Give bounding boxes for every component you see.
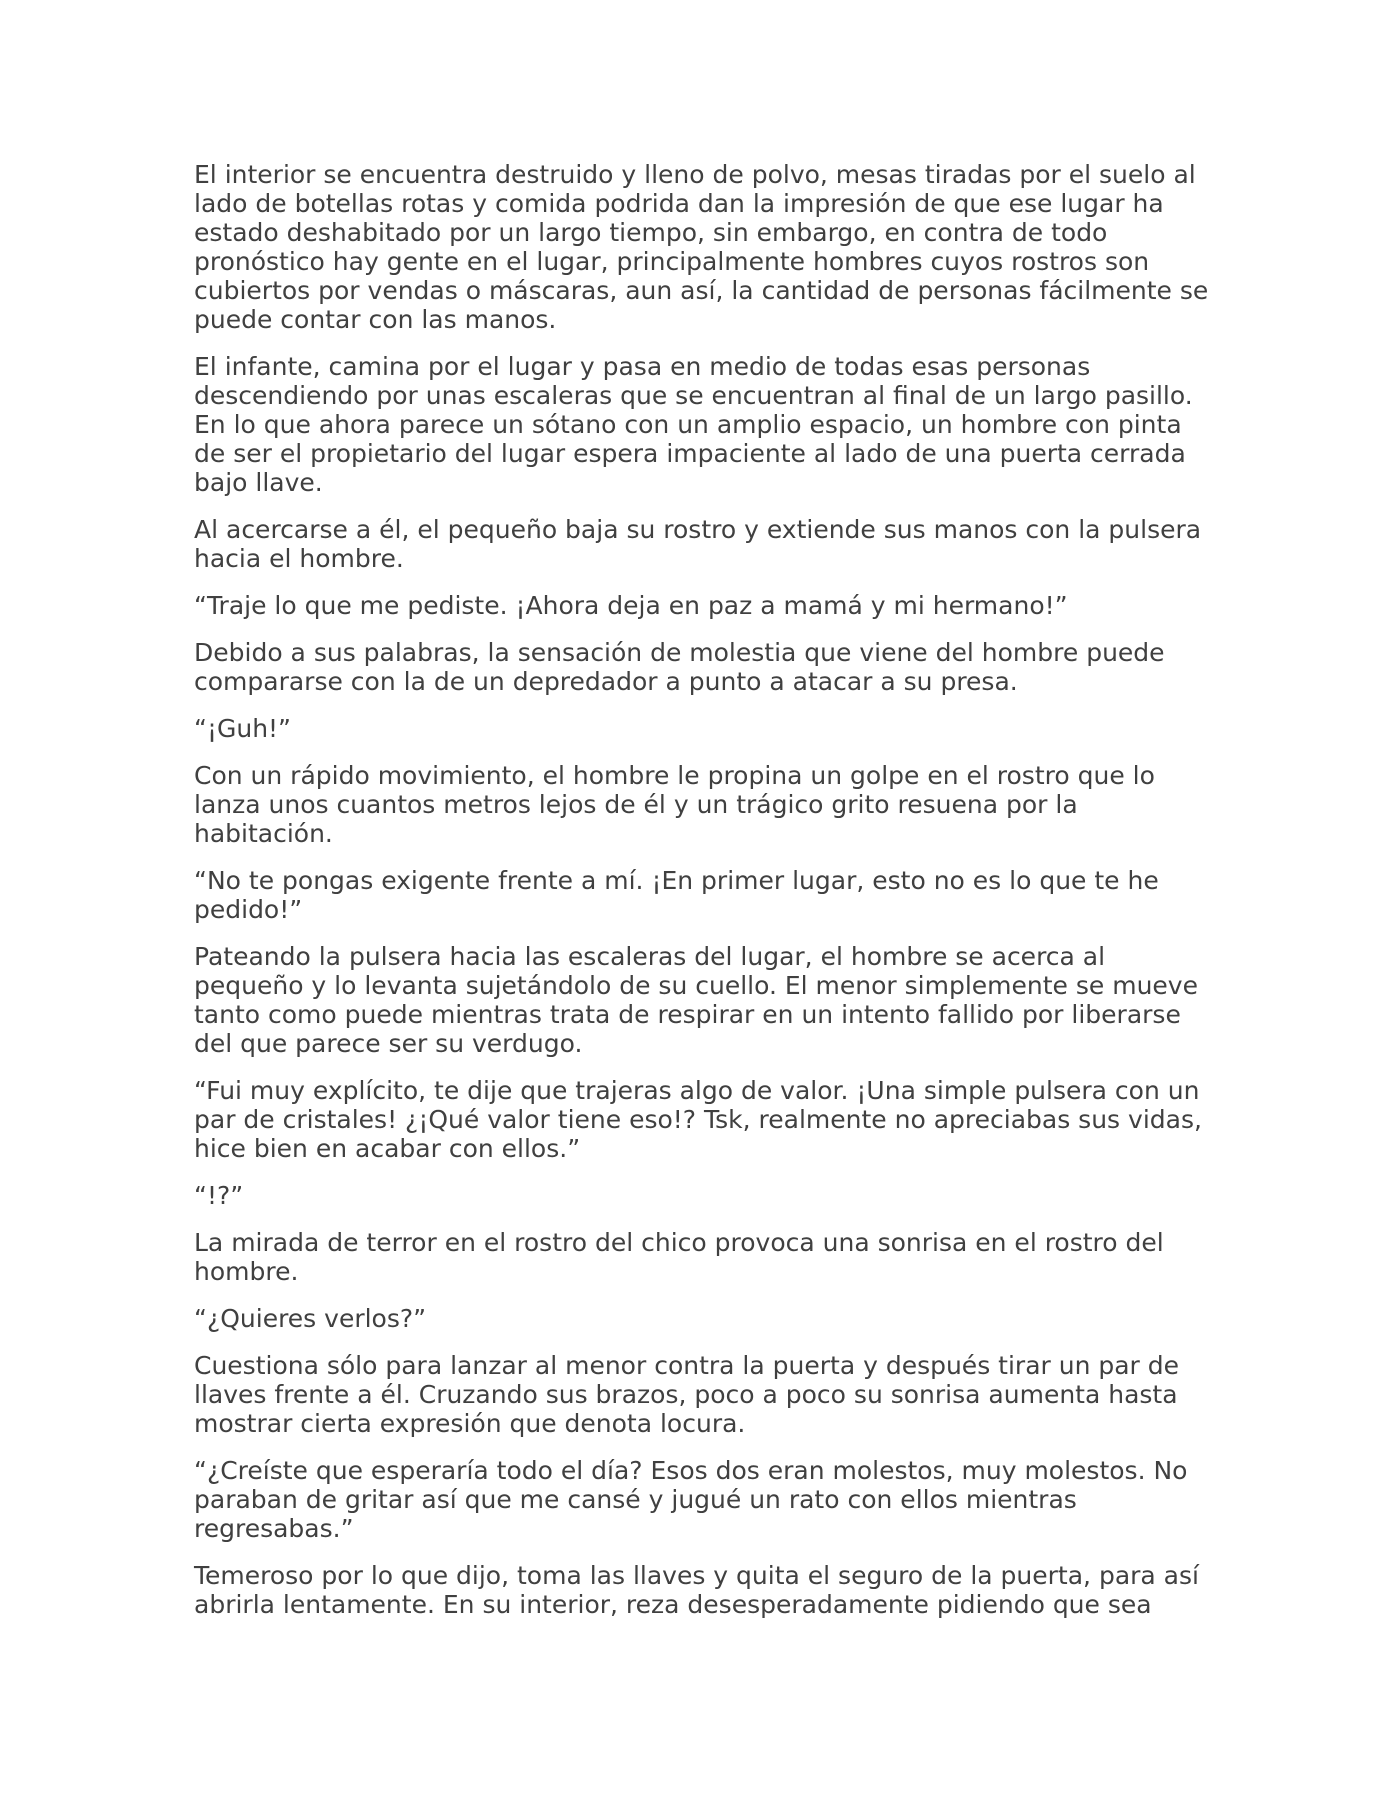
paragraph: El infante, camina por el lugar y pasa en medio de todas esas personas descendiendo por unas escaleras que se encuentran al final de un largo pasillo. En lo que ahora parece un sótano con un amplio espacio, un hombre con pinta de ser el propietario del lugar espera impaciente al lado de una puerta cerrada bajo llave.	[194, 352, 1193, 497]
dialogue-line: “¿Quieres verlos?”	[194, 1304, 427, 1333]
paragraph: Temeroso por lo que dijo, toma las llaves y quita el seguro de la puerta, para así abrirla lentamente. En su interior, reza desesperadamente pidiendo que sea	[194, 1561, 1199, 1619]
dialogue-line: “¿Creíste que esperaría todo el día? Esos dos eran molestos, muy molestos. No paraban de gritar así que me cansé y jugué un rato con ellos mientras regresabas.”	[194, 1456, 1188, 1543]
paragraph: Al acercarse a él, el pequeño baja su rostro y extiende sus manos con la pulsera hacia el hombre.	[194, 515, 1202, 573]
paragraph: El interior se encuentra destruido y lleno de polvo, mesas tiradas por el suelo al lado de botellas rotas y comida podrida dan la impresión de que ese lugar ha estado deshabitado por un largo tiempo, sin embargo, en contra de todo pronóstico hay gente en el lugar, principalmente hombres cuyos rostros son cubiertos por vendas o máscaras, aun así, la cantidad de personas fácilmente se puede contar con las manos.	[194, 160, 1209, 334]
dialogue-line: “Fui muy explícito, te dije que trajeras algo de valor. ¡Una simple pulsera con un par de cristales! ¿¡Qué valor tiene eso!? Tsk, realmente no apreciabas sus vidas, hice bien en acabar con ellos.”	[194, 1076, 1202, 1163]
paragraph: La mirada de terror en el rostro del chico provoca una sonrisa en el rostro del hombre.	[194, 1228, 1164, 1286]
paragraph: Con un rápido movimiento, el hombre le propina un golpe en el rostro que lo lanza unos cuantos metros lejos de él y un trágico grito resuena por la habitación.	[194, 761, 1155, 848]
paragraph: Cuestiona sólo para lanzar al menor contra la puerta y después tirar un par de llaves frente a él. Cruzando sus brazos, poco a poco su sonrisa aumenta hasta mostrar cierta expresión que denota locura.	[194, 1351, 1180, 1438]
document-page	[194, 160, 1210, 1637]
paragraph: Debido a sus palabras, la sensación de molestia que viene del hombre puede compararse con la de un depredador a punto a atacar a su presa.	[194, 638, 1165, 696]
dialogue-line: “Traje lo que me pediste. ¡Ahora deja en paz a mamá y mi hermano!”	[194, 591, 1068, 620]
paragraph: Pateando la pulsera hacia las escaleras del lugar, el hombre se acerca al pequeño y lo levanta sujetándolo de su cuello. El menor simplemente se mueve tanto como puede mientras trata de respirar en un intento fallido por liberarse del que parece ser su verdugo.	[194, 942, 1198, 1058]
dialogue-line: “No te pongas exigente frente a mí. ¡En primer lugar, esto no es lo que te he pedido!”	[194, 866, 1159, 924]
dialogue-line: “¡Guh!”	[194, 714, 292, 743]
dialogue-line: “!?”	[194, 1181, 244, 1210]
